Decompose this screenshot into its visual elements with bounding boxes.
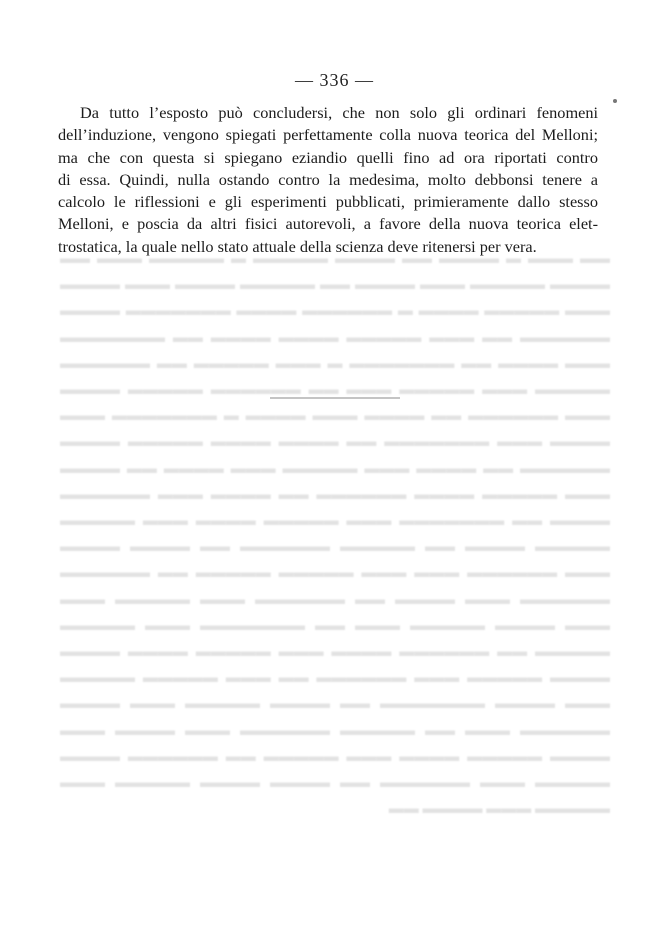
body-line: dell’induzione, vengono spiegati perfettamente colla nuova teorica del Melloni; (58, 125, 598, 145)
body-paragraph (58, 102, 598, 258)
body-line: trostatica, la quale nello stato attuale della scienza deve ritenersi per vera. (58, 236, 537, 256)
body-line: calcolo le riflessioni e gli esperimenti pubblicati, primieramente dallo stesso (58, 192, 598, 212)
body-line: ma che con questa si spiegano eziandio quelli fino ad ora riportati contro (58, 147, 598, 167)
body-line: di essa. Quindi, nulla ostando contro la medesima, molto debbonsi tenere a (58, 169, 598, 189)
body-line: Da tutto l’esposto può concludersi, che non solo gli ordinari fenomeni (80, 103, 598, 122)
ink-speck (613, 99, 617, 103)
page-number: — 336 — (295, 70, 374, 90)
bleed-through-texture: ▬▬ ▬▬▬ ▬ ▬▬▬▬ ▬▬ ▬▬▬▬ ▬▬▬▬▬ ▬ ▬▬▬▬▬ ▬▬▬ ▬▬ ▬▬▬▬ ▬▬▬▬▬ ▬▬▬ ▬▬▬▬ ▬▬ ▬▬▬▬▬ ▬▬▬▬ ▬▬▬ ▬▬▬▬ ▬▬▬ ▬▬▬▬▬ ▬▬▬▬ ▬ ▬▬▬▬▬▬ ▬▬▬▬ ▬▬▬▬▬▬▬ ▬▬▬▬ ▬▬▬▬▬▬ ▬▬ ▬▬▬ ▬▬▬▬▬ ▬▬▬▬ ▬▬▬▬ ▬▬ ▬▬▬▬▬▬▬ ▬▬▬ ▬▬▬▬ ▬▬ ▬▬▬▬▬▬▬ ▬ ▬▬▬ ▬▬▬▬▬ ▬▬ ▬▬▬▬▬▬ ▬▬▬▬▬ ▬▬▬ ▬▬▬▬▬ ▬▬▬ ▬▬ ▬▬▬▬▬▬ ▬▬▬▬▬ ▬▬▬▬ ▬▬▬ ▬▬▬▬▬▬ ▬▬ ▬▬▬▬ ▬▬▬ ▬▬▬▬ ▬ ▬▬▬▬▬▬▬ ▬▬▬ ▬▬▬▬ ▬▬▬ ▬▬▬▬▬▬▬ ▬▬ ▬▬▬▬ ▬▬▬▬ ▬▬▬▬▬ ▬▬▬▬ ▬▬▬▬▬▬ ▬▬ ▬▬▬▬ ▬▬▬ ▬▬▬▬▬ ▬▬▬ ▬▬▬▬ ▬▬ ▬▬▬▬ ▬▬▬ ▬▬▬▬▬ ▬▬▬▬ ▬▬▬▬▬▬ ▬▬ ▬▬▬▬ ▬▬▬ ▬▬▬▬▬▬ ▬▬▬▬ ▬▬ ▬▬▬▬▬▬▬ ▬▬▬ ▬▬▬▬▬ ▬▬▬▬ ▬▬▬ ▬▬▬▬▬ ▬▬▬▬▬ ▬▬▬▬ ▬▬ ▬▬▬▬▬ ▬▬▬▬▬▬ ▬▬ ▬▬▬▬ ▬▬▬▬ ▬▬▬ ▬▬▬▬▬▬ ▬▬▬ ▬▬▬ ▬▬▬▬▬ ▬▬▬▬▬ ▬▬ ▬▬▬▬▬▬ ▬▬▬▬▬▬ ▬▬▬ ▬▬▬▬ ▬▬ ▬▬▬▬▬▬ ▬▬▬ ▬▬▬▬▬ ▬▬▬ ▬▬▬ ▬▬▬▬ ▬▬▬▬▬ ▬▬▬ ▬▬ ▬▬▬▬▬▬▬ ▬▬▬ ▬▬▬▬▬ ▬▬▬▬▬ ▬▬ ▬▬▬▬▬▬ ▬▬▬▬ ▬▬▬ ▬▬▬▬▬ ▬▬▬▬ ▬▬▬▬ ▬▬▬▬ ▬▬▬▬▬ ▬▬▬ ▬▬▬▬▬▬ ▬▬ ▬▬▬ ▬▬▬▬▬ ▬▬▬▬▬ ▬▬▬ ▬▬▬▬ ▬▬▬▬▬▬▬ ▬▬ ▬▬▬▬ ▬▬▬▬▬ ▬▬▬ ▬▬▬▬ ▬▬▬▬▬▬ ▬▬▬ ▬▬ ▬▬▬▬▬ ▬▬▬▬▬▬ ▬▬▬ ▬▬▬▬ ▬▬▬ ▬▬▬▬ ▬▬▬▬▬ ▬▬▬▬ ▬▬▬ ▬▬▬▬▬ ▬▬ ▬▬▬▬▬▬ ▬▬▬▬ ▬▬▬▬▬ ▬▬▬ ▬▬▬▬▬▬ ▬▬ ▬▬▬▬ ▬▬▬▬ ▬▬▬▬▬ ▬▬▬ ▬▬▬▬▬ ▬▬▬ ▬▬▬▬ ▬▬ (60, 251, 610, 818)
body-line: Melloni, e poscia da altri fisici autorevoli, a favore della nuova teorica elet- (58, 214, 598, 234)
bleed-through-rule (270, 397, 400, 399)
